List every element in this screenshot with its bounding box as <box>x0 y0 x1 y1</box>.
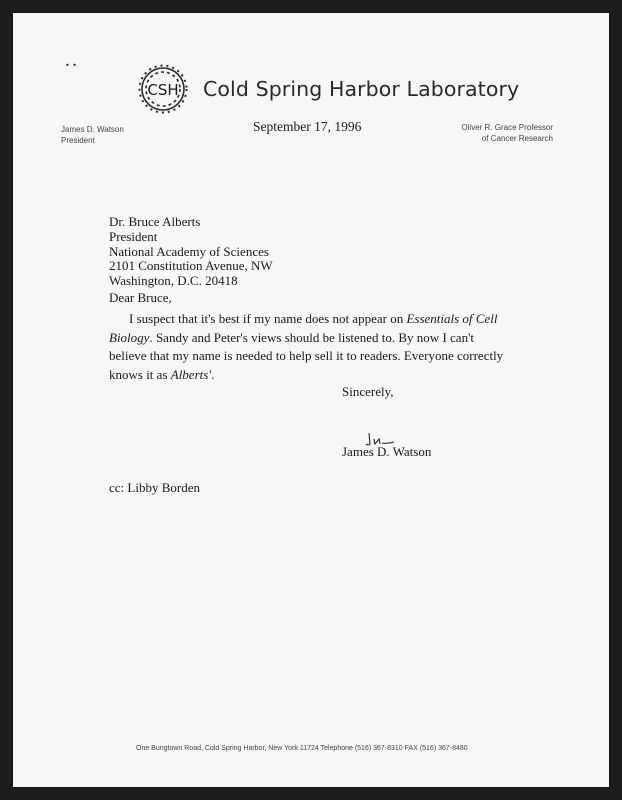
recipient-title: President <box>109 228 158 244</box>
body-text-2: . Sandy and Peter's views should be listened to. By now I can't believe that my name is needed to help sell it to readers. Everyone correctly knows it as <box>109 329 504 382</box>
letterhead-left-block <box>61 124 124 146</box>
letter-body <box>109 310 514 384</box>
letterhead-right-block <box>461 122 553 144</box>
recipient-address <box>109 215 273 289</box>
alberts-reference: Alberts' <box>170 366 212 382</box>
recipient-city: Washington, D.C. 20418 <box>109 273 238 289</box>
csh-logo-icon <box>133 63 193 115</box>
book-title: Essentials of Cell Biology <box>109 311 498 345</box>
body-text-3: . <box>211 366 215 382</box>
cc-line: cc: Libby Borden <box>109 480 200 495</box>
body-text-1: I suspect that it's best if my name does not appear on <box>129 311 407 326</box>
president-name: James D. Watson <box>61 125 124 134</box>
logo-letters: CSH <box>147 81 179 99</box>
professorship-line2: of Cancer Research <box>481 134 553 143</box>
recipient-organization: National Academy of Sciences <box>109 243 269 259</box>
recipient-street: 2101 Constitution Avenue, NW <box>109 258 273 274</box>
signer-name: James D. Watson <box>342 444 432 459</box>
salutation: Dear Bruce, <box>109 290 172 305</box>
professorship-line1: Oliver R. Grace Professor <box>461 123 553 132</box>
closing: Sincerely, <box>342 384 394 399</box>
letter-date: September 17, 1996 <box>253 119 362 134</box>
recipient-name: Dr. Bruce Alberts <box>109 214 201 229</box>
letterhead-footer: One Bungtown Road, Cold Spring Harbor, New York 11724 Telephone (516) 367-8310 FAX (516) 367-8480 <box>136 745 468 752</box>
president-title: President <box>61 136 95 145</box>
organization-name: Cold Spring Harbor Laboratory <box>203 77 520 101</box>
punch-marks: • • <box>65 61 77 70</box>
letter-page <box>13 13 609 787</box>
